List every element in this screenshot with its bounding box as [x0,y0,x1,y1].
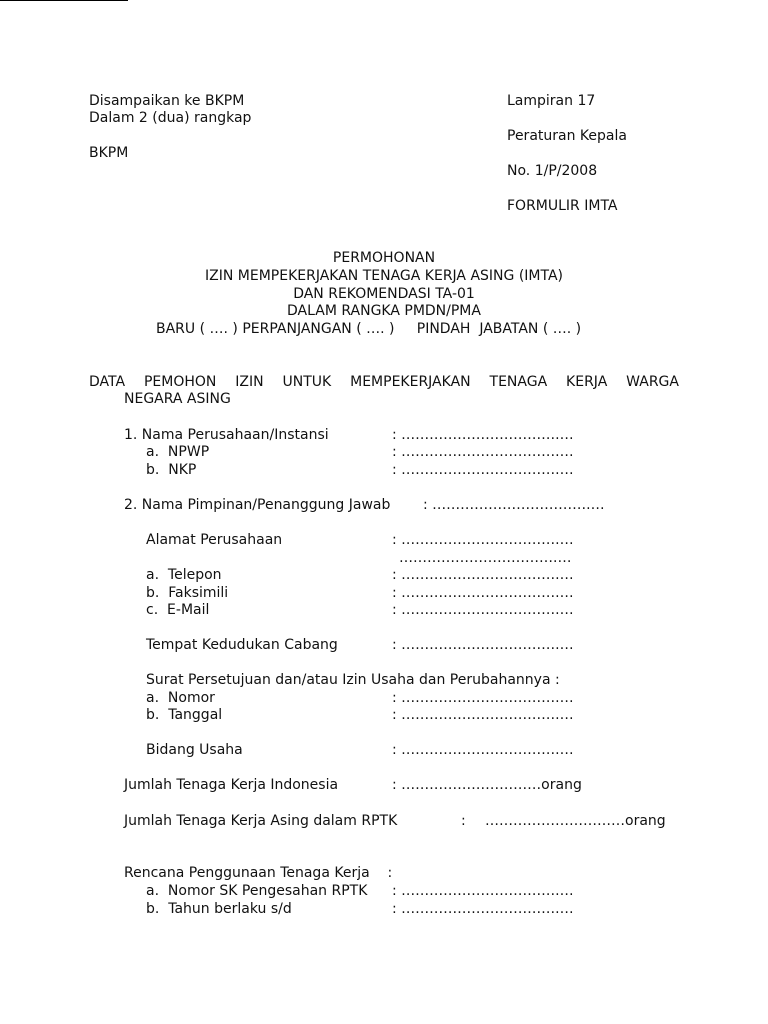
tanggal-label: b. Tanggal [146,707,223,723]
rencana-label: Rencana Penggunaan Tenaga Kerja : [124,865,393,881]
alamat-value-continued: …………………………….… [399,550,572,566]
surat-label: Surat Persetujuan dan/atau Izin Usaha dan Perubahannya : [146,672,560,688]
email-value: : …………………………….… [392,602,574,618]
bidang-value: : …………………………….… [392,742,574,758]
sk-rptk-label: a. Nomor SK Pengesahan RPTK [146,883,368,899]
header-left-line2: Dalam 2 (dua) rangkap [89,110,252,126]
cabang-value: : …………………………….… [392,637,574,653]
section-heading [89,374,679,391]
nomor-value: : …………………………….… [392,690,574,706]
faksimili-value: : …………………………….… [392,585,574,601]
npwp-label: a. NPWP [146,444,210,460]
title-line4: DALAM RANGKA PMDN/PMA [287,303,481,319]
header-right-number: No. 1/P/2008 [507,163,598,179]
title-line1: PERMOHONAN [332,250,436,266]
alamat-value: : …………………………….… [392,532,574,548]
header-left-line3: BKPM [89,145,129,161]
tahun-berlaku-value: : …………………………….… [392,901,574,917]
tka-colon: : [461,813,466,829]
tka-value: …………………………orang [485,813,666,829]
alamat-label: Alamat Perusahaan [146,532,283,548]
header-right-lampiran: Lampiran 17 [507,93,596,109]
tahun-berlaku-label: b. Tahun berlaku s/d [146,901,292,917]
top-rule [0,0,128,1]
title-line3: DAN REKOMENDASI TA-01 [293,286,475,302]
header-left-line1: Disampaikan ke BKPM [89,93,245,109]
npwp-value: : …………………………….… [392,444,574,460]
title-line2: IZIN MEMPEKERJAKAN TENAGA KERJA ASING (IMTA) [205,268,563,284]
header-right-peraturan: Peraturan Kepala [507,128,627,144]
item2-value: : …………………………….… [423,497,605,513]
tki-label: Jumlah Tenaga Kerja Indonesia [124,777,339,793]
tanggal-value: : …………………………….… [392,707,574,723]
bidang-label: Bidang Usaha [146,742,243,758]
email-label: c. E-Mail [146,602,210,618]
header-right-formulir: FORMULIR IMTA [507,198,618,214]
section-heading-line2: NEGARA ASING [124,391,231,407]
item1-value: : …………………………….… [392,427,574,443]
cabang-label: Tempat Kedudukan Cabang [146,637,338,653]
nomor-label: a. Nomor [146,690,215,706]
section-heading-line1: DATA PEMOHON IZIN UNTUK MEMPEKERJAKAN TENAGA KERJA WARGA [89,374,679,390]
nkp-value: : …………………………….… [392,462,574,478]
item1-label: 1. Nama Perusahaan/Instansi [124,427,329,443]
telepon-value: : …………………………….… [392,567,574,583]
nkp-label: b. NKP [146,462,197,478]
tki-value: : …………………………orang [392,777,582,793]
telepon-label: a. Telepon [146,567,222,583]
tka-label: Jumlah Tenaga Kerja Asing dalam RPTK [124,813,398,829]
faksimili-label: b. Faksimili [146,585,229,601]
sk-rptk-value: : …………………………….… [392,883,574,899]
item2-label: 2. Nama Pimpinan/Penanggung Jawab [124,497,391,513]
title-line5-options: BARU ( …. ) PERPANJANGAN ( …. ) PINDAH JABATAN ( …. ) [156,321,582,337]
